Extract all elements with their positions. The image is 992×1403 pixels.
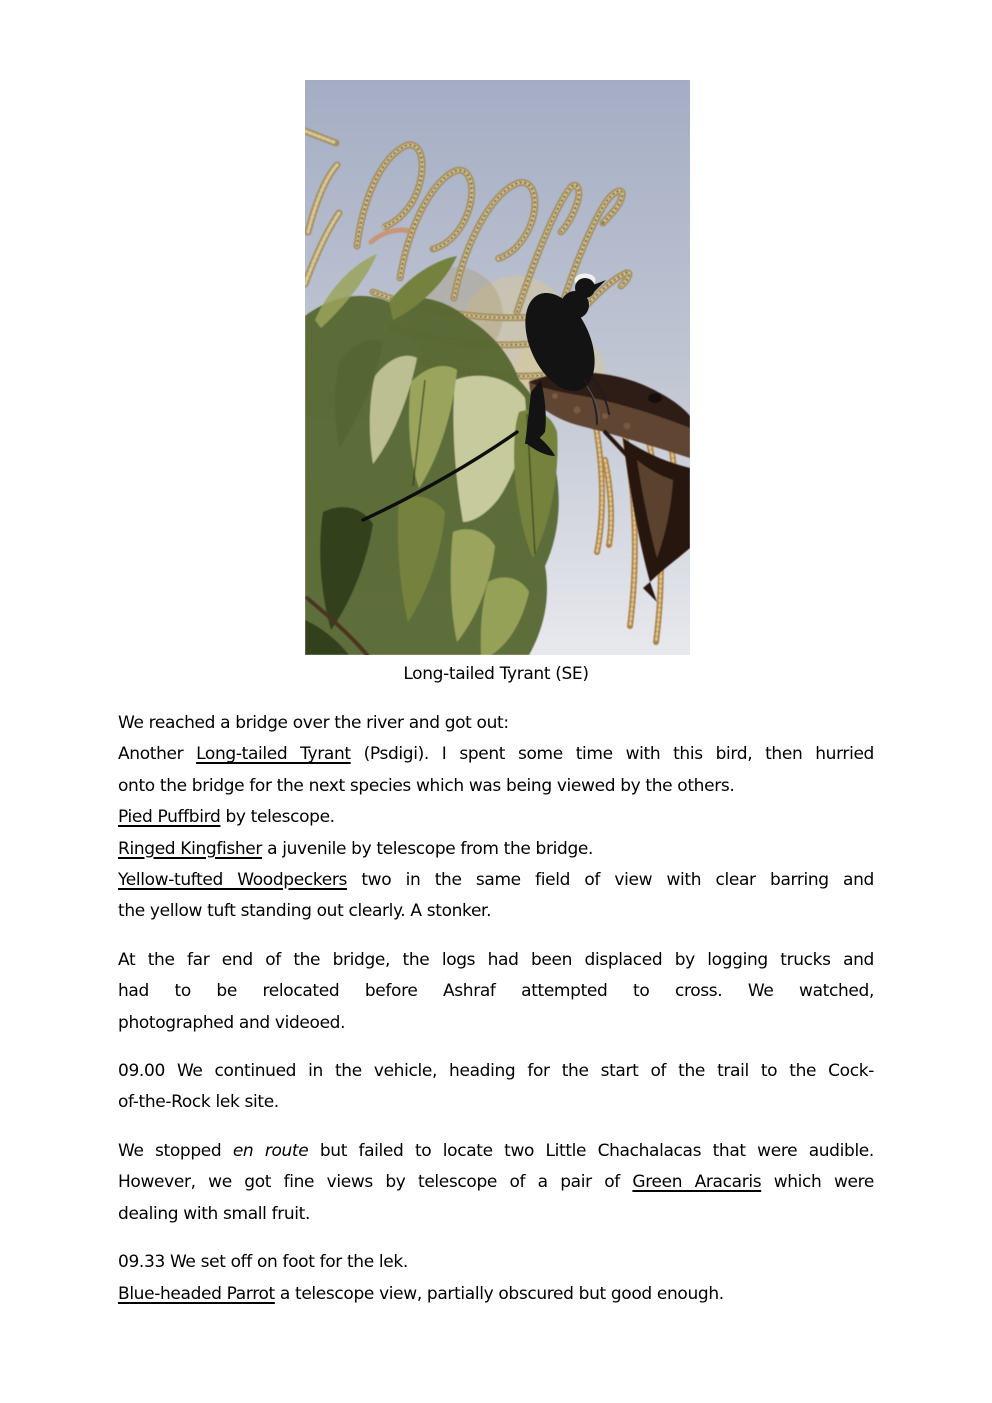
text-line-14: [118, 1167, 874, 1198]
text-line-17: [118, 1279, 874, 1310]
text-segment: photographed and videoed.: [118, 1012, 346, 1033]
species-name: Green Aracaris: [632, 1172, 762, 1193]
italic-phrase: en route: [232, 1140, 309, 1161]
species-name: Pied Puffbird: [118, 807, 221, 828]
bird-photo-illustration: [305, 80, 690, 655]
text-segment: a juvenile by telescope from the bridge.: [262, 838, 594, 859]
text-segment: (Psdigi). I spent some time with this bird, then hurried: [350, 744, 874, 765]
text-line-6: [118, 865, 874, 896]
report-body-text: [118, 708, 874, 1310]
text-line-5: [118, 834, 874, 865]
text-line-2: [118, 739, 874, 770]
text-segment: but failed to locate two Little Chachalacas that were audible.: [308, 1140, 874, 1161]
text-segment: dealing with small fruit.: [118, 1203, 311, 1224]
species-name: Yellow-tufted Woodpeckers: [118, 870, 347, 891]
text-segment: of-the-Rock lek site.: [118, 1092, 279, 1113]
text-segment: We reached a bridge over the river and got out:: [118, 713, 509, 733]
photo-caption: Long-tailed Tyrant (SE): [403, 664, 589, 684]
text-line-13: [118, 1136, 874, 1167]
species-name: Blue-headed Parrot: [118, 1283, 275, 1304]
text-segment: 09.33 We set off on foot for the lek.: [118, 1252, 408, 1273]
species-name: Ringed Kingfisher: [118, 838, 263, 859]
text-segment: However, we got fine views by telescope of a pair of: [118, 1172, 633, 1193]
text-line-10: [118, 1008, 874, 1039]
text-segment: two in the same field of view with clear barring and: [347, 870, 874, 891]
text-line-8: [118, 945, 874, 976]
text-line-4: [118, 802, 874, 833]
text-line-12: [118, 1087, 874, 1118]
text-line-3: [118, 771, 874, 802]
text-segment: a telescope view, partially obscured but good enough.: [274, 1283, 724, 1304]
text-segment: the yellow tuft standing out clearly. A stonker.: [118, 901, 492, 922]
text-segment: Another: [118, 744, 197, 765]
text-line-1: [118, 708, 874, 739]
text-segment: At the far end of the bridge, the logs had been displaced by logging trucks and: [118, 949, 874, 970]
bird-photo: [305, 80, 690, 655]
text-segment: which were: [761, 1172, 875, 1193]
text-line-9: [118, 976, 874, 1007]
text-line-11: [118, 1056, 874, 1087]
text-line-7: [118, 896, 874, 927]
text-segment: 09.00 We continued in the vehicle, heading for the start of the trail to the Cock-: [118, 1061, 874, 1082]
text-segment: had to be relocated before Ashraf attempted to cross. We watched,: [118, 981, 874, 1002]
text-line-15: [118, 1199, 874, 1230]
species-name: Long-tailed Tyrant: [196, 744, 351, 765]
text-line-16: [118, 1247, 874, 1278]
text-segment: onto the bridge for the next species which was being viewed by the others.: [118, 775, 735, 796]
text-segment: by telescope.: [220, 807, 335, 828]
text-segment: We stopped: [118, 1140, 233, 1161]
